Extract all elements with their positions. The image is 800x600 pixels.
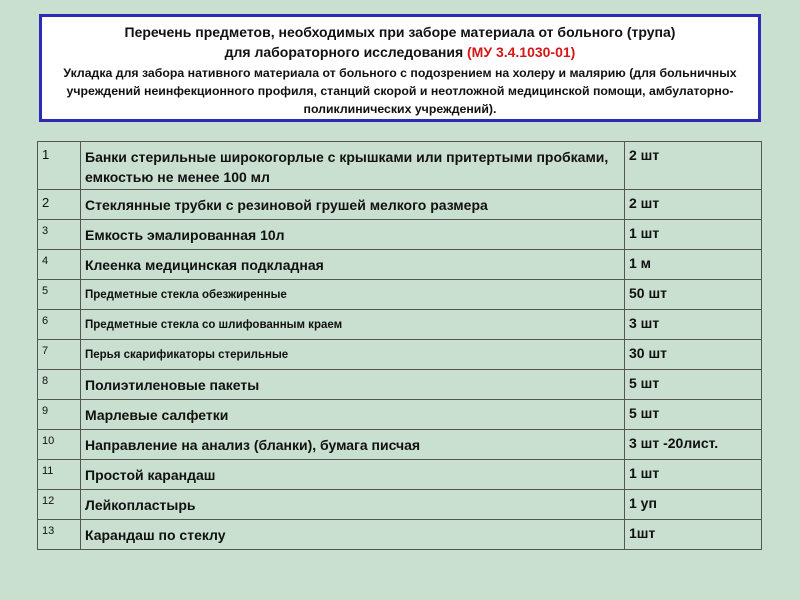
item-quantity: 50 шт — [625, 280, 762, 310]
item-quantity: 3 шт -20лист. — [625, 430, 762, 460]
table-row — [38, 220, 762, 250]
item-name: Направление на анализ (бланки), бумага писчая — [81, 430, 625, 460]
header-box — [39, 14, 761, 122]
table-row — [38, 340, 762, 370]
table-row — [38, 250, 762, 280]
table-row — [38, 520, 762, 550]
item-name: Перья скарификаторы стерильные — [81, 340, 625, 370]
item-quantity: 1 уп — [625, 490, 762, 520]
item-name: Емкость эмалированная 10л — [81, 220, 625, 250]
item-name: Простой карандаш — [81, 460, 625, 490]
row-number: 13 — [38, 520, 81, 550]
item-quantity: 30 шт — [625, 340, 762, 370]
row-number: 8 — [38, 370, 81, 400]
table-row — [38, 490, 762, 520]
row-number: 10 — [38, 430, 81, 460]
row-number: 9 — [38, 400, 81, 430]
row-number: 7 — [38, 340, 81, 370]
row-number: 5 — [38, 280, 81, 310]
item-quantity: 1шт — [625, 520, 762, 550]
table-row — [38, 142, 762, 190]
row-number: 12 — [38, 490, 81, 520]
item-quantity: 2 шт — [625, 142, 762, 190]
table-row — [38, 370, 762, 400]
item-name: Предметные стекла со шлифованным краем — [81, 310, 625, 340]
item-name: Стеклянные трубки с резиновой грушей мелкого размера — [81, 190, 625, 220]
item-quantity: 3 шт — [625, 310, 762, 340]
regulation-reference: (МУ 3.4.1030-01) — [467, 44, 576, 60]
item-quantity: 5 шт — [625, 370, 762, 400]
item-name: Банки стерильные широкогорлые с крышками или притертыми пробками, емкостью не менее 100 мл — [81, 142, 625, 190]
items-table — [37, 141, 762, 550]
item-name: Карандаш по стеклу — [81, 520, 625, 550]
item-name: Предметные стекла обезжиренные — [81, 280, 625, 310]
table-row — [38, 310, 762, 340]
item-quantity: 1 шт — [625, 460, 762, 490]
row-number: 2 — [38, 190, 81, 220]
title-line-2: для лабораторного исследования — [224, 44, 468, 60]
item-name: Клеенка медицинская подкладная — [81, 250, 625, 280]
item-name: Лейкопластырь — [81, 490, 625, 520]
page-title — [50, 22, 750, 62]
table-row — [38, 190, 762, 220]
item-name: Марлевые салфетки — [81, 400, 625, 430]
table-row — [38, 280, 762, 310]
table-row — [38, 430, 762, 460]
row-number: 3 — [38, 220, 81, 250]
title-line-1: Перечень предметов, необходимых при заборе материала от больного (трупа) — [124, 24, 676, 40]
item-quantity: 1 шт — [625, 220, 762, 250]
row-number: 1 — [38, 142, 81, 190]
row-number: 4 — [38, 250, 81, 280]
item-name: Полиэтиленовые пакеты — [81, 370, 625, 400]
row-number: 6 — [38, 310, 81, 340]
row-number: 11 — [38, 460, 81, 490]
table-row — [38, 460, 762, 490]
item-quantity: 2 шт — [625, 190, 762, 220]
item-quantity: 1 м — [625, 250, 762, 280]
page-subtitle: Укладка для забора нативного материала от больного с подозрением на холеру и малярию (для больничных учреждений неинфекционного профиля, станций скорой и неотложной медицинской помощи, амбулаторно-поликлинических учреждений). — [63, 66, 737, 116]
item-quantity: 5 шт — [625, 400, 762, 430]
table-row — [38, 400, 762, 430]
